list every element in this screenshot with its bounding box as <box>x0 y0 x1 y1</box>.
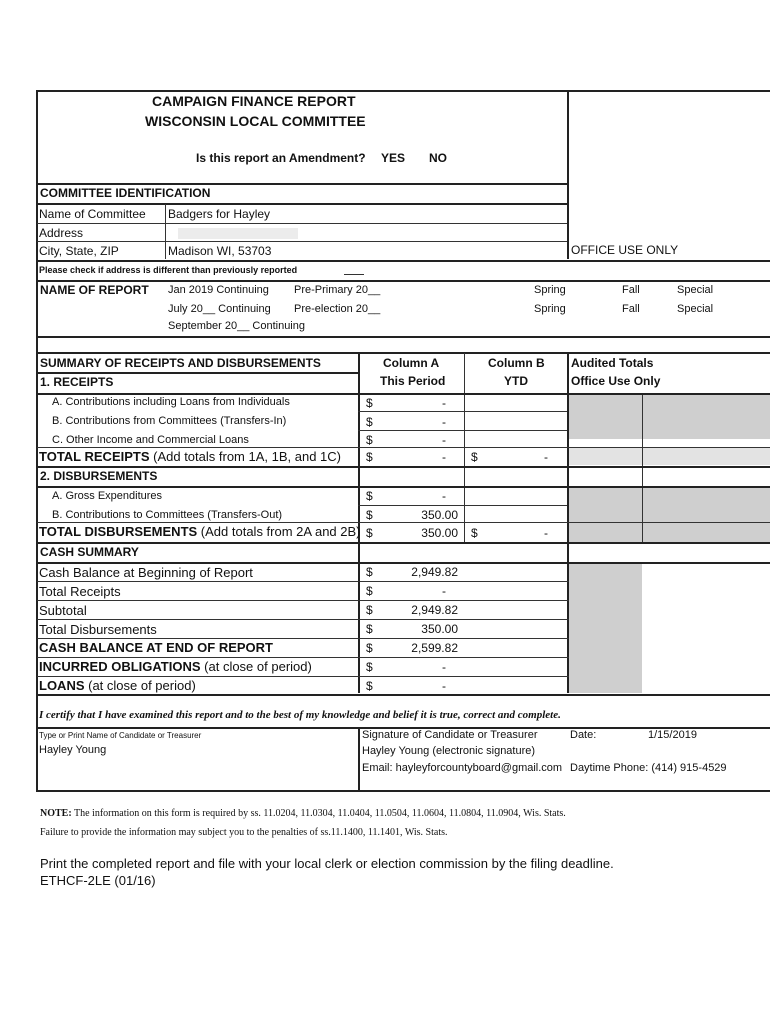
report-name-label: NAME OF REPORT <box>40 283 149 297</box>
address-change-note: Please check if address is different than previously reported <box>39 265 298 275</box>
total-receipts-value[interactable]: - <box>442 450 446 464</box>
committee-name-label: Name of Committee <box>39 207 146 221</box>
report-option-preelection[interactable]: Pre-election 20__ <box>294 303 381 315</box>
dollar-sign: $ <box>366 433 373 447</box>
office-use-cell <box>643 394 770 439</box>
report-option-fall-1[interactable]: Fall <box>622 284 640 296</box>
signature-label: Signature of Candidate or Treasurer <box>362 729 538 741</box>
note-text: The information on this form is required by ss. 11.0204, 11.0304, 11.0404, 11.0504, 11.0604, 11.0804, 11.0904, Wis. Stats. <box>71 808 566 819</box>
cash-subtotal-value[interactable]: 2,949.82 <box>411 603 458 617</box>
email-field[interactable]: Email: hayleyforcountyboard@gmail.com <box>362 762 563 774</box>
total-receipts-bold: TOTAL RECEIPTS <box>39 449 150 464</box>
total-receipts-ytd[interactable]: - <box>544 450 548 464</box>
office-use-cell <box>569 394 642 439</box>
divider <box>37 203 567 205</box>
receipts-row-b-value[interactable]: - <box>442 415 446 429</box>
dollar-sign: $ <box>366 584 373 598</box>
disbursements-title: 2. DISBURSEMENTS <box>40 469 158 483</box>
report-option-september[interactable]: September 20__ Continuing <box>168 320 305 332</box>
total-disbursements-bold: TOTAL DISBURSEMENTS <box>39 524 198 539</box>
cash-disbursements-label: Total Disbursements <box>39 622 157 637</box>
disbursements-row-b-value[interactable]: 350.00 <box>421 508 458 522</box>
dollar-sign: $ <box>366 565 373 579</box>
incurred-value[interactable]: - <box>442 660 446 674</box>
cash-receipts-label: Total Receipts <box>39 584 121 599</box>
certify-statement: I certify that I have examined this report and to the best of my knowledge and belief it is true, correct and complete. <box>39 709 561 721</box>
divider <box>37 183 567 185</box>
divider <box>37 336 770 338</box>
divider <box>358 411 567 412</box>
divider <box>37 223 567 224</box>
divider <box>37 600 569 601</box>
receipts-row-b-label: B. Contributions from Committees (Transfers-In) <box>52 415 287 427</box>
divider <box>37 638 569 639</box>
dollar-sign: $ <box>471 450 478 464</box>
divider <box>37 393 770 395</box>
form-title-line1: CAMPAIGN FINANCE REPORT <box>152 93 356 109</box>
dollar-sign: $ <box>366 622 373 636</box>
report-option-spring-2[interactable]: Spring <box>534 303 566 315</box>
divider <box>37 260 770 262</box>
office-use-divider <box>567 91 569 259</box>
divider <box>37 486 770 488</box>
dollar-sign: $ <box>366 415 373 429</box>
address-field[interactable] <box>178 228 298 239</box>
total-disbursements-rest: (Add totals from 2A and 2B) <box>197 524 361 539</box>
divider <box>37 447 770 448</box>
report-option-july[interactable]: July 20__ Continuing <box>168 303 271 315</box>
address-label: Address <box>39 226 84 240</box>
audited-header: Audited Totals <box>571 356 654 370</box>
report-option-special-1[interactable]: Special <box>677 284 714 296</box>
divider <box>358 505 567 506</box>
dollar-sign: $ <box>366 641 373 655</box>
column-a-header: Column A <box>383 356 440 370</box>
disbursements-row-a-value[interactable]: - <box>442 489 446 503</box>
print-name-label: Type or Print Name of Candidate or Treasurer <box>39 731 202 740</box>
cash-end-value[interactable]: 2,599.82 <box>411 641 458 655</box>
cash-end-label: CASH BALANCE AT END OF REPORT <box>39 640 273 655</box>
loans-value[interactable]: - <box>442 679 446 693</box>
divider <box>358 728 360 790</box>
report-option-preprimary[interactable]: Pre-Primary 20__ <box>294 284 381 296</box>
cash-begin-value[interactable]: 2,949.82 <box>411 565 458 579</box>
column-b-subheader: YTD <box>504 374 528 388</box>
dollar-sign: $ <box>366 489 373 503</box>
dollar-sign: $ <box>366 508 373 522</box>
total-disbursements-value[interactable]: 350.00 <box>421 526 458 540</box>
incurred-rest: (at close of period) <box>200 659 312 674</box>
receipts-row-c-value[interactable]: - <box>442 433 446 447</box>
cash-begin-label: Cash Balance at Beginning of Report <box>39 565 253 580</box>
cash-summary-title: CASH SUMMARY <box>40 545 139 559</box>
audited-subheader: Office Use Only <box>571 374 661 388</box>
divider <box>37 676 569 677</box>
receipts-row-c-label: C. Other Income and Commercial Loans <box>52 434 249 446</box>
divider <box>37 352 770 354</box>
signature-field[interactable]: Hayley Young (electronic signature) <box>362 745 536 757</box>
divider <box>37 241 567 242</box>
note-line-2: Failure to provide the information may subject you to the penalties of ss.11.1400, 11.1401, Wis. Stats. <box>40 827 448 838</box>
disbursements-row-a-label: A. Gross Expenditures <box>52 490 163 502</box>
dollar-sign: $ <box>366 679 373 693</box>
dollar-sign: $ <box>366 396 373 410</box>
disbursements-row-b-label: B. Contributions to Committees (Transfers-Out) <box>52 509 283 521</box>
loans-label <box>39 678 196 693</box>
committee-name-field[interactable]: Badgers for Hayley <box>168 207 271 221</box>
total-disbursements-ytd[interactable]: - <box>544 526 548 540</box>
date-field[interactable]: 1/15/2019 <box>648 729 697 741</box>
report-option-spring-1[interactable]: Spring <box>534 284 566 296</box>
office-use-cell <box>643 448 770 465</box>
cash-receipts-value[interactable]: - <box>442 584 446 598</box>
form-id: ETHCF-2LE (01/16) <box>40 873 156 888</box>
report-option-special-2[interactable]: Special <box>677 303 714 315</box>
column-a-subheader: This Period <box>380 374 446 388</box>
divider <box>464 353 465 543</box>
divider <box>37 280 770 282</box>
form-title-line2: WISCONSIN LOCAL COMMITTEE <box>145 113 366 129</box>
summary-title: SUMMARY OF RECEIPTS AND DISBURSEMENTS <box>40 356 321 370</box>
office-use-cell <box>569 448 642 465</box>
note-line-1 <box>40 808 566 819</box>
divider <box>37 372 358 374</box>
dollar-sign: $ <box>366 603 373 617</box>
column-b-header: Column B <box>488 356 545 370</box>
office-use-cell <box>569 487 642 543</box>
office-use-cell <box>643 487 770 543</box>
committee-section-title: COMMITTEE IDENTIFICATION <box>40 186 211 200</box>
total-disbursements-label <box>39 524 361 539</box>
total-receipts-label <box>39 449 341 464</box>
amendment-yes[interactable]: YES <box>381 151 406 165</box>
incurred-label <box>39 659 312 674</box>
loans-rest: (at close of period) <box>84 678 196 693</box>
office-use-cell <box>569 563 642 693</box>
phone-field[interactable]: Daytime Phone: (414) 915-4529 <box>570 762 727 774</box>
divider <box>37 657 569 658</box>
note-bold: NOTE: <box>40 808 72 819</box>
divider <box>165 204 166 259</box>
divider <box>37 466 770 468</box>
amendment-question: Is this report an Amendment? <box>196 151 366 165</box>
address-change-checkbox[interactable] <box>344 274 364 275</box>
dollar-sign: $ <box>366 450 373 464</box>
report-option-fall-2[interactable]: Fall <box>622 303 640 315</box>
receipts-row-a-label: A. Contributions including Loans from Individuals <box>52 396 290 408</box>
divider <box>37 581 569 582</box>
divider <box>37 522 770 523</box>
office-use-label: OFFICE USE ONLY <box>571 243 679 257</box>
total-receipts-rest: (Add totals from 1A, 1B, and 1C) <box>149 449 341 464</box>
dollar-sign: $ <box>366 526 373 540</box>
divider <box>37 542 770 544</box>
receipts-title: 1. RECEIPTS <box>40 375 114 389</box>
loans-bold: LOANS <box>39 678 85 693</box>
date-label: Date: <box>570 729 597 741</box>
dollar-sign: $ <box>471 526 478 540</box>
report-option-jan[interactable]: Jan 2019 Continuing <box>168 284 269 296</box>
receipts-row-a-value[interactable]: - <box>442 396 446 410</box>
amendment-no[interactable]: NO <box>429 151 447 165</box>
print-name-field[interactable]: Hayley Young <box>39 744 107 756</box>
divider <box>358 353 360 693</box>
divider <box>37 562 770 564</box>
dollar-sign: $ <box>366 660 373 674</box>
cash-subtotal-label: Subtotal <box>39 603 87 618</box>
divider <box>358 430 567 431</box>
city-field[interactable]: Madison WI, 53703 <box>168 244 272 258</box>
divider <box>37 694 770 696</box>
print-instruction: Print the completed report and file with your local clerk or election commission by the filing deadline. <box>40 856 614 871</box>
incurred-bold: INCURRED OBLIGATIONS <box>39 659 201 674</box>
cash-disbursements-value[interactable]: 350.00 <box>421 622 458 636</box>
city-label: City, State, ZIP <box>39 244 119 258</box>
divider <box>37 619 569 620</box>
